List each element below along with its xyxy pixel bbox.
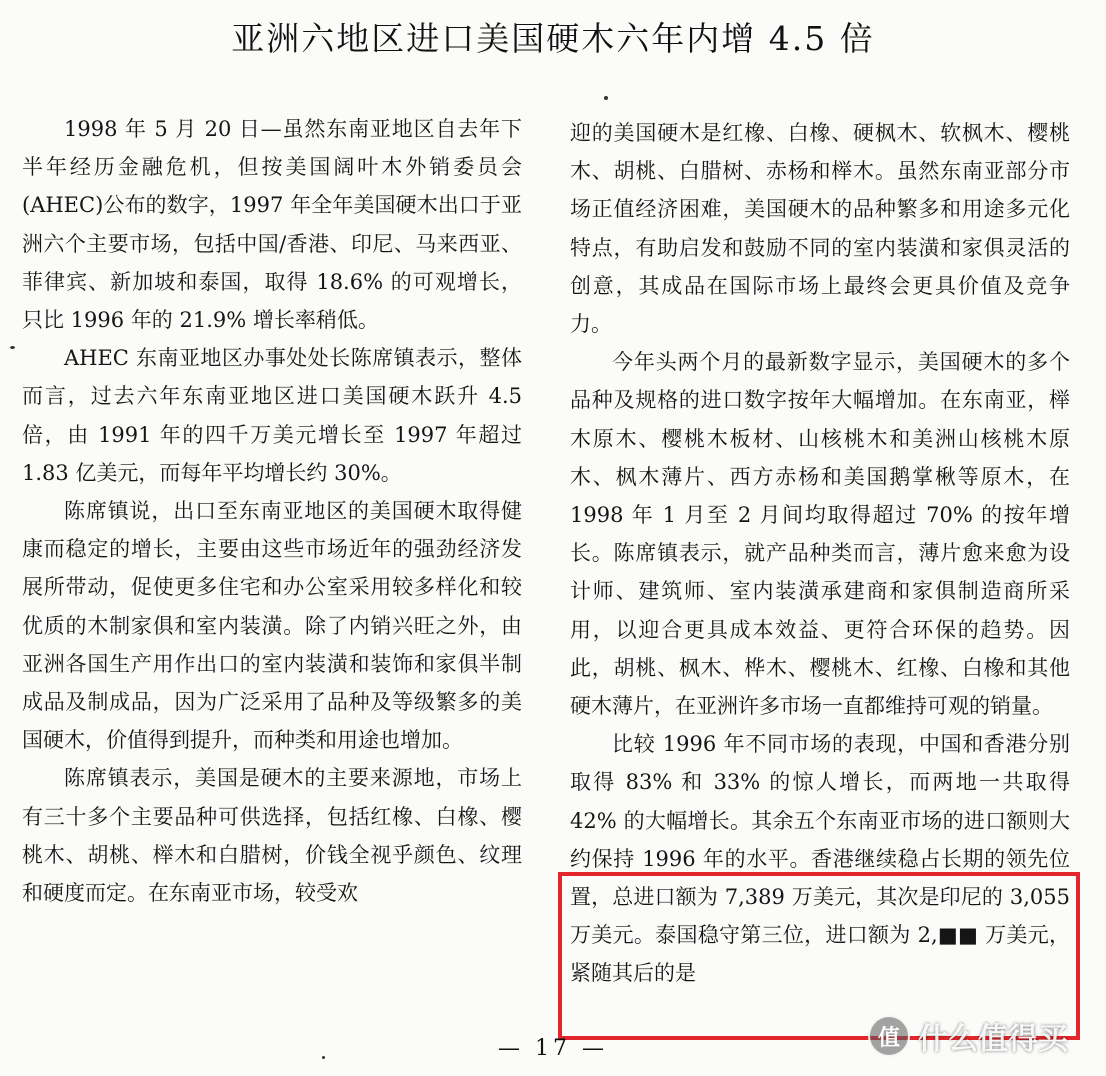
watermark-text: 什么值得买 (918, 1022, 1068, 1057)
paragraph: 今年头两个月的最新数字显示，美国硬木的多个品种及规格的进口数字按年大幅增加。在东南亚，榉木原木、樱桃木板材、山核桃木和美洲山核桃木原木、枫木薄片、西方赤杨和美国鹅掌楸等原木，在 1998 年 1 月至 2 月间均取得超过 70% 的按年增长。陈席镇表示，就产品种类而言，薄片愈来愈为设计师、建筑师、室内装潢承建商和家俱制造商所采用，以迎合更具成本效益、更符合环保的趋势。因此，胡桃、枫木、桦木、樱桃木、红橡、白橡和其他硬木薄片，在亚洲许多市场一直都维持可观的销量。 (570, 350, 1070, 719)
paragraph: 陈席镇表示，美国是硬木的主要来源地，市场上有三十多个主要品种可供选择，包括红橡、白橡、樱桃木、胡桃、榉木和白腊树，价钱全视乎颜色、纹理和硬度而定。在东南亚市场，较受欢 (22, 766, 522, 906)
watermark (868, 1014, 1068, 1058)
scan-speck (10, 346, 15, 349)
paragraph: 迎的美国硬木是红橡、白橡、硬枫木、软枫木、樱桃木、胡桃、白腊树、赤杨和榉木。虽然东南亚部分市场正值经济困难，美国硬木的品种繁多和用途多元化特点，有助启发和鼓励不同的室内装潢和家俱灵活的创意，其成品在国际市场上最终会更具价值及竞争力。 (570, 121, 1070, 337)
page-title: 亚洲六地区进口美国硬木六年内增 4.5 倍 (231, 19, 875, 58)
paragraph: 1998 年 5 月 20 日—虽然东南亚地区自去年下半年经历金融危机，但按美国阔叶木外销委员会(AHEC)公布的数字，1997 年全年美国硬木出口于亚洲六个主要市场，包括中国/香港、印尼、马来西亚、菲律宾、新加坡和泰国，取得 18.6% 的可观增长，只比 1996 年的 21.9% 增长率稍低。 (22, 117, 522, 333)
paragraph: 陈席镇说，出口至东南亚地区的美国硬木取得健康而稳定的增长，主要由这些市场近年的强劲经济发展所带动，促使更多住宅和办公室采用较多样化和较优质的木制家俱和室内装潢。除了内销兴旺之外，由亚洲各国生产用作出口的室内装潢和装饰和家俱半制成品及制成品，因为广泛采用了品种及等级繁多的美国硬木，价值得到提升，而种类和用途也增加。 (22, 499, 522, 753)
scan-speck (604, 96, 608, 100)
paragraph: 比较 1996 年不同市场的表现，中国和香港分别取得 83% 和 33% 的惊人增长，而两地一共取得 42% 的大幅增长。其余五个东南亚市场的进口额则大约保持 1996 年的水平。香港继续稳占长期的领先位置，总进口额为 7,389 万美元，其次是印尼的 3,055 万美元。泰国稳守第三位，进口额为 2,■■ 万美元，紧随其后的是 (570, 732, 1070, 986)
smzdm-logo-icon: 值 (868, 1015, 910, 1057)
paragraph: AHEC 东南亚地区办事处处长陈席镇表示，整体而言，过去六年东南亚地区进口美国硬木跃升 4.5 倍，由 1991 年的四千万美元增长至 1997 年超过 1.83 亿美元，而每年平均增长约 30%。 (22, 346, 522, 485)
page-number: — 17 — (498, 1036, 608, 1061)
right-column (570, 114, 1070, 993)
scan-speck (322, 1056, 325, 1059)
left-column (22, 110, 522, 912)
